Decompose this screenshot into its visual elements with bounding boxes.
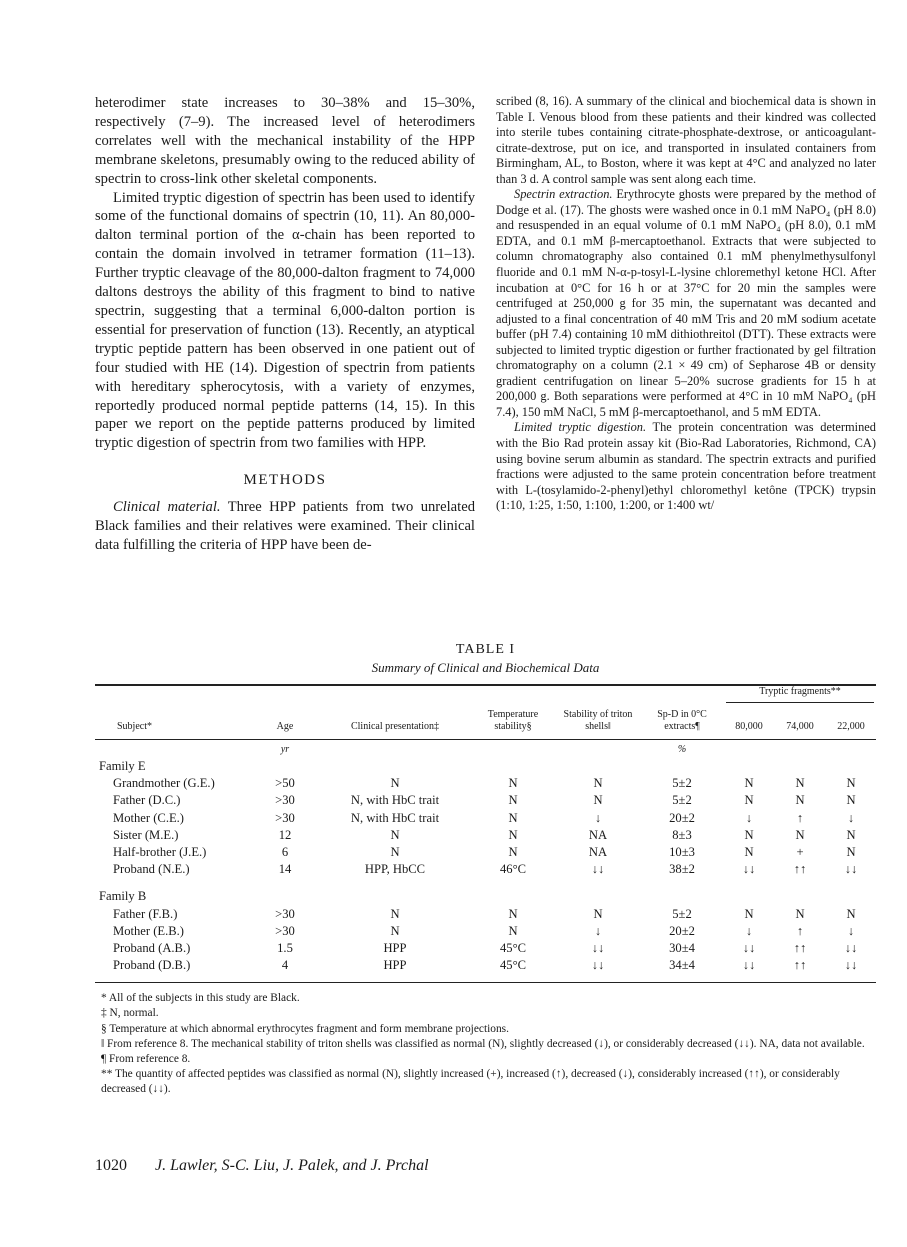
cell-spd: 30±4	[669, 940, 695, 955]
cell-temp: N	[508, 810, 518, 825]
col-subject: Subject*	[117, 721, 152, 732]
cell-subject: Father (D.C.)	[113, 793, 181, 808]
cell-f22: N	[846, 845, 856, 860]
table-row	[95, 923, 876, 940]
cell-subject: Proband (D.B.)	[113, 958, 191, 973]
cell-f22: ↓↓	[844, 862, 858, 877]
cell-age: >30	[275, 906, 295, 921]
cell-f74: ↑↑	[793, 940, 807, 955]
page-footer	[95, 1157, 429, 1175]
cell-subject: Mother (C.E.)	[113, 810, 184, 825]
col-spd: Sp-D in 0°C extracts¶	[657, 709, 707, 732]
cell-temp: N	[508, 845, 518, 860]
cell-age: >30	[275, 793, 295, 808]
cell-age: 14	[278, 862, 292, 877]
cell-f22: ↓↓	[844, 940, 858, 955]
cell-triton: N	[593, 776, 603, 791]
cell-spd: 8±3	[672, 827, 692, 842]
cell-clinical: HPP	[383, 958, 407, 973]
cell-subject: Sister (M.E.)	[113, 827, 179, 842]
cell-f22: N	[846, 793, 856, 808]
cell-f80: ↓	[745, 923, 753, 938]
data-table	[95, 686, 876, 974]
cell-subject: Proband (N.E.)	[113, 862, 190, 877]
cell-subject: Proband (A.B.)	[113, 940, 191, 955]
col-triton: Stability of triton shells‖	[563, 709, 633, 732]
page-number: 1020	[95, 1157, 127, 1174]
cell-clinical: N	[390, 827, 400, 842]
cell-age: 6	[281, 845, 289, 860]
footnote: § Temperature at which abnormal erythrocytes fragment and form membrane projections.	[101, 1022, 509, 1035]
cell-f80: N	[744, 827, 754, 842]
col-22000: 22,000	[837, 721, 865, 732]
table-row	[95, 775, 876, 792]
cell-f22: N	[846, 827, 856, 842]
cell-clinical: N, with HbC trait	[350, 810, 440, 825]
cell-f80: N	[744, 845, 754, 860]
cell-f22: ↓	[847, 810, 855, 825]
cell-f22: ↓	[847, 923, 855, 938]
cell-triton: N	[593, 793, 603, 808]
table-bottom-rule	[95, 982, 876, 983]
cell-temp: 45°C	[499, 940, 527, 955]
table-row	[95, 861, 876, 878]
table-block	[95, 642, 876, 1098]
cell-spd: 10±3	[669, 845, 695, 860]
cell-clinical: N, with HbC trait	[350, 793, 440, 808]
cell-f80: N	[744, 793, 754, 808]
cell-triton: ↓↓	[591, 958, 605, 973]
cell-f74: +	[796, 845, 804, 860]
section-heading: METHODS	[243, 472, 327, 489]
right-text-column	[496, 94, 876, 514]
cell-triton: ↓↓	[591, 940, 605, 955]
run-in-heading: Clinical material.	[113, 499, 221, 516]
units-row	[95, 740, 876, 759]
cell-temp: N	[508, 776, 518, 791]
cell-triton: ↓↓	[591, 862, 605, 877]
cell-clinical: N	[390, 845, 400, 860]
cell-clinical: HPP	[383, 940, 407, 955]
cell-spd: 5±2	[672, 776, 692, 791]
cell-triton: NA	[588, 845, 608, 860]
table-row	[95, 810, 876, 827]
family-row	[95, 878, 876, 905]
family-row	[95, 758, 876, 775]
cell-temp: N	[508, 793, 518, 808]
table-row	[95, 906, 876, 923]
run-in-heading: Spectrin extraction.	[514, 187, 613, 202]
cell-temp: 45°C	[499, 958, 527, 973]
col-age: Age	[276, 721, 294, 732]
col-clinical: Clinical presentation‡	[350, 721, 440, 732]
cell-clinical: HPP, HbCC	[364, 862, 426, 877]
cell-f22: N	[846, 776, 856, 791]
cell-subject: Half-brother (J.E.)	[113, 845, 207, 860]
cell-age: 1.5	[277, 940, 293, 955]
cell-subject: Grandmother (G.E.)	[113, 776, 215, 791]
paragraph-text: Erythrocyte ghosts were prepared by the method of Dodge et al. (17). The ghosts were washed once in 0.1 mM NaPO₄ (pH 8.0) and resuspended in an equal volume of 0.1 mM NaPO₄ (pH 8.0), 0.1 mM EDTA, and 0.1 mM β-mercaptoethanol. Extracts that were subjected to column chromatography also contained 0.1 mM phenylmethysulfonyl fluoride and 0.1 mM N-α-p-tosyl-L-lysine chloremethyl ketone HCl. After incubation at 0°C for 16 h or at 37°C for 20 min the samples were centrifuged at 250,000 g for 35 min, the supernatant was decanted and adjusted to a final concentration of 40 mM Tris and 20 mM sodium acetate buffer (pH 7.4) containing 10 mM dithiothreitol (DTT). These extracts were subjected to limited tryptic digestion or further fractionated by gel filtration chromatography on a column (2.1 × 49 cm) of Sepharose 4B or density gradient centrifugation on linear 5–20% sucrose gradients for 15 h at 200,000 g. Both separations were performed at 4°C in 10 mM NaPO₄ (pH 7.4), 150 mM NaCl, 5 mM β-mercaptoethanol, and 5 mM EDTA.	[496, 187, 876, 419]
col-80000: 80,000	[735, 721, 763, 732]
cell-f74: N	[795, 827, 805, 842]
paragraph	[496, 420, 876, 513]
cell-f80: ↓↓	[742, 862, 756, 877]
paragraph-text: The protein concentration was determined with the Bio Rad protein assay kit (Bio-Rad Laboratories, Richmond, CA) using bovine serum albumin as standard. The spectrin extracts and purified fractions were adjusted to the same protein concentration before treatment with L-(tosylamido-2-phenyl)ethyl chloromethyl ketône (TPCK) trypsin (1:10, 1:25, 1:50, 1:100, 1:200, or 1:400 wt/	[496, 420, 876, 513]
footnote: ** The quantity of affected peptides was classified as normal (N), slightly increased (+), increased (↑), decreased (↓), considerably increased (↑↑), or considerably decreased (↓↓).	[101, 1068, 840, 1096]
cell-f74: N	[795, 776, 805, 791]
table-caption: Summary of Clinical and Biochemical Data	[371, 660, 600, 675]
cell-clinical: N	[390, 923, 400, 938]
cell-temp: N	[508, 827, 518, 842]
running-authors: J. Lawler, S-C. Liu, J. Palek, and J. Prchal	[155, 1157, 429, 1174]
cell-triton: NA	[588, 827, 608, 842]
cell-age: >30	[275, 923, 295, 938]
cell-f80: ↓	[745, 810, 753, 825]
table-row	[95, 940, 876, 957]
cell-clinical: N	[390, 906, 400, 921]
cell-f80: ↓↓	[742, 958, 756, 973]
unit-age: yr	[280, 743, 290, 755]
cell-temp: N	[508, 906, 518, 921]
family-label: Family E	[99, 759, 146, 774]
cell-f22: ↓↓	[844, 958, 858, 973]
cell-triton: ↓	[594, 923, 602, 938]
paragraph: heterodimer state increases to 30–38% and 15–30%, respectively (7–9). The increased level of heterodimers correlates well with the mechanical instability of the HPP membrane skeletons, presumably owing to the reduced ability of spectrin to cross-link other skeletal components.	[95, 95, 475, 187]
cell-triton: ↓	[594, 810, 602, 825]
tryptic-fragments-header: Tryptic fragments**	[724, 686, 876, 709]
left-text-column	[95, 94, 475, 555]
paragraph-text: Three HPP patients from two unrelated Black families and their relatives were examined. Their clinical data fulfilling the criteria of HPP have been de-	[95, 499, 475, 553]
cell-subject: Mother (E.B.)	[113, 923, 184, 938]
cell-f74: N	[795, 793, 805, 808]
table-row	[95, 827, 876, 844]
cell-age: 12	[278, 827, 292, 842]
cell-age: >50	[275, 776, 295, 791]
table-row	[95, 792, 876, 809]
cell-f74: ↑↑	[793, 862, 807, 877]
cell-age: >30	[275, 810, 295, 825]
cell-spd: 38±2	[669, 862, 695, 877]
cell-f22: N	[846, 906, 856, 921]
cell-f80: ↓↓	[742, 940, 756, 955]
footnote: * All of the subjects in this study are Black.	[101, 992, 300, 1005]
table-footnotes	[95, 991, 876, 1097]
cell-spd: 5±2	[672, 906, 692, 921]
cell-triton: N	[593, 906, 603, 921]
cell-temp: 46°C	[499, 862, 527, 877]
cell-spd: 20±2	[669, 810, 695, 825]
cell-f74: ↑	[796, 923, 804, 938]
table-row	[95, 957, 876, 974]
cell-f74: ↑↑	[793, 958, 807, 973]
table-title: TABLE I	[455, 642, 516, 657]
cell-f80: N	[744, 906, 754, 921]
footnote: ‖ From reference 8. The mechanical stability of triton shells was classified as normal (N), slightly decreased (↓), or considerably decreased (↓↓). NA, data not available.	[101, 1037, 865, 1050]
cell-subject: Father (F.B.)	[113, 906, 178, 921]
table-row	[95, 844, 876, 861]
footnote: ‡ N, normal.	[101, 1007, 159, 1020]
col-temperature: Temperature stability§	[487, 709, 539, 732]
cell-f74: ↑	[796, 810, 804, 825]
unit-spd: %	[677, 743, 687, 755]
cell-spd: 5±2	[672, 793, 692, 808]
cell-age: 4	[281, 958, 289, 973]
paragraph: Limited tryptic digestion of spectrin has been used to identify some of the functional domains of spectrin (10, 11). An 80,000-dalton terminal portion of the α-chain has been reported to contain the domain involved in tetramer formation (11–13). Further tryptic cleavage of the 80,000-dalton fragment to 74,000 daltons destroys the ability of this fragment to bind to native spectrin, suggesting that a terminal 6,000-dalton portion is essential for preservation of function (13). Recently, an atyptical tryptic peptide pattern has been observed in one patient out of four studied with HE (14). Digestion of spectrin from patients with hereditary spherocytosis, with a variety of enzymes, reportedly produced normal peptide patterns (14, 15). In this paper we report on the peptide patterns produced by limited tryptic digestion of spectrin from two families with HPP.	[95, 189, 475, 452]
cell-temp: N	[508, 923, 518, 938]
cell-f80: N	[744, 776, 754, 791]
cell-clinical: N	[390, 776, 400, 791]
paragraph	[496, 187, 876, 420]
family-label: Family B	[99, 889, 147, 904]
paragraph	[95, 498, 475, 555]
footnote: ¶ From reference 8.	[101, 1053, 191, 1066]
paragraph: scribed (8, 16). A summary of the clinical and biochemical data is shown in Table I. Venous blood from these patients and their kindred was collected into sterile tubes containing citrate-phosphate-dextrose, or anticoagulant-citrate-dextrose, put on ice, and transported in insulated containers from Birmingham, AL, to Boston, where it was kept at 4°C and analyzed no later than 3 d. A control sample was sent along each time.	[496, 94, 876, 186]
run-in-heading: Limited tryptic digestion.	[514, 420, 647, 435]
cell-spd: 34±4	[669, 958, 695, 973]
col-74000: 74,000	[786, 721, 814, 732]
cell-spd: 20±2	[669, 923, 695, 938]
cell-f74: N	[795, 906, 805, 921]
